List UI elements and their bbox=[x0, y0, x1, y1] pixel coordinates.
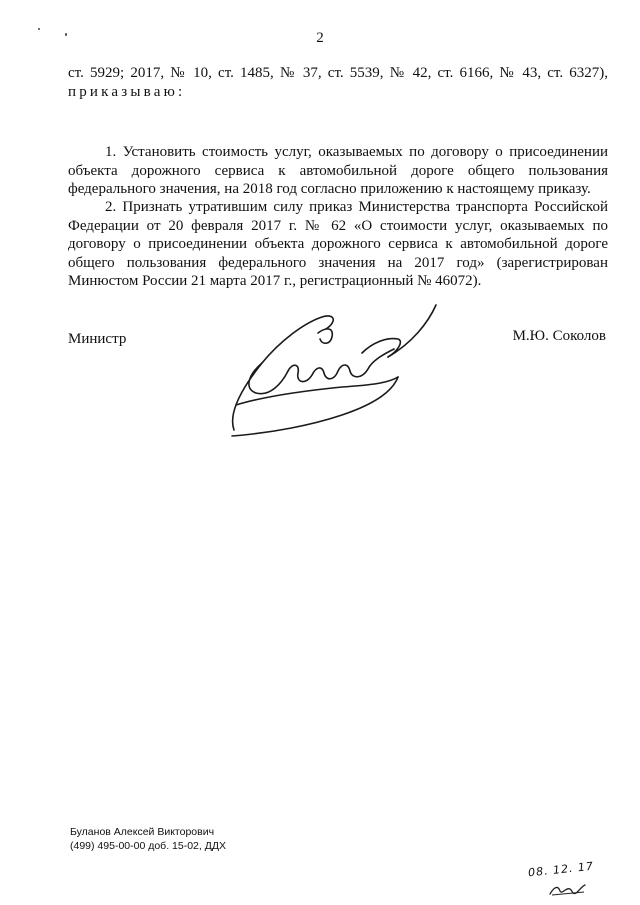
handwritten-date: 08. 12. 17 bbox=[527, 859, 595, 880]
position-title: Министр bbox=[68, 331, 127, 347]
signer-name: М.Ю. Соколов bbox=[512, 328, 606, 344]
handwritten-initials bbox=[548, 881, 588, 897]
executor-phone: (499) 495-00-00 доб. 15-02, ДДХ bbox=[70, 840, 226, 852]
item-2-line: 2. Признать утратившим силу приказ Министерства транспорта Российской bbox=[105, 199, 608, 215]
handwritten-signature bbox=[222, 293, 452, 443]
item-1-line: 1. Установить стоимость услуг, оказываемых по договору о присоединении bbox=[105, 144, 608, 160]
item-1-line: объекта дорожного сервиса к автомобильной дороге общего пользования bbox=[68, 162, 608, 179]
intro-paragraph bbox=[68, 64, 608, 101]
item-2-line: договору о присоединении объекта дорожного сервиса к автомобильной дороге bbox=[68, 236, 608, 252]
executor-info bbox=[70, 825, 226, 853]
executor-name: Буланов Алексей Викторович bbox=[70, 826, 215, 838]
item-1-paragraph bbox=[68, 143, 608, 199]
page-number: 2 bbox=[316, 30, 324, 46]
item-2-line: Федерации от 20 февраля 2017 г. № 62 «О стоимости услуг, оказываемых по bbox=[68, 217, 608, 234]
intro-line: ст. 5929; 2017, № 10, ст. 1485, № 37, ст. 5539, № 42, ст. 6166, № 43, ст. 6327), bbox=[68, 65, 608, 81]
item-2-line: общего пользования федерального значения на 2017 год» (зарегистрирован bbox=[68, 254, 608, 271]
item-1-line: федерального значения, на 2018 год согласно приложению к настоящему приказу. bbox=[68, 181, 591, 197]
item-2-line: Минюстом России 21 марта 2017 г., регистрационный № 46072). bbox=[68, 273, 482, 289]
item-2-paragraph bbox=[68, 198, 608, 291]
order-word: приказываю: bbox=[68, 83, 186, 100]
